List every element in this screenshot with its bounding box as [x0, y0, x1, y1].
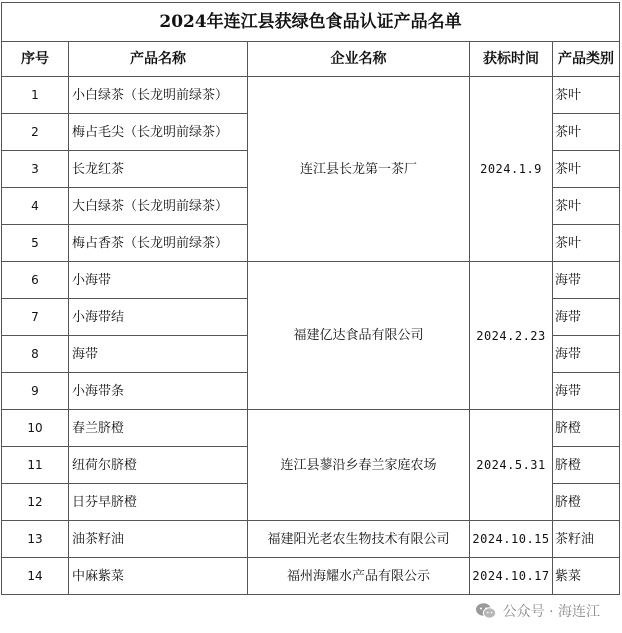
cell-type: 海带 [553, 299, 620, 336]
cell-index: 14 [2, 558, 69, 595]
cell-product: 中麻紫菜 [69, 558, 248, 595]
cell-type: 脐橙 [553, 484, 620, 521]
cell-type: 茶籽油 [553, 521, 620, 558]
cell-product: 小海带 [69, 262, 248, 299]
cell-product: 春兰脐橙 [69, 410, 248, 447]
cell-product: 日芬早脐橙 [69, 484, 248, 521]
cell-product: 小海带条 [69, 373, 248, 410]
cell-date: 2024.1.9 [470, 77, 553, 262]
cell-index: 12 [2, 484, 69, 521]
cell-type: 海带 [553, 262, 620, 299]
cell-index: 6 [2, 262, 69, 299]
cell-index: 13 [2, 521, 69, 558]
cell-product: 梅占毛尖（长龙明前绿茶） [69, 114, 248, 151]
cell-type: 茶叶 [553, 225, 620, 262]
table-title: 2024年连江县获绿色食品认证产品名单 [2, 3, 620, 42]
cell-product: 油茶籽油 [69, 521, 248, 558]
watermark-text: 公众号 · 海连江 [502, 604, 600, 620]
header-row [2, 42, 620, 77]
cell-type: 脐橙 [553, 410, 620, 447]
cell-index: 5 [2, 225, 69, 262]
cell-index: 11 [2, 447, 69, 484]
cell-type: 紫菜 [553, 558, 620, 595]
table-row [2, 77, 620, 114]
cell-product: 海带 [69, 336, 248, 373]
cell-index: 2 [2, 114, 69, 151]
cell-product: 纽荷尔脐橙 [69, 447, 248, 484]
cell-date: 2024.10.15 [470, 521, 553, 558]
cell-enterprise: 福建阳光老农生物技术有限公司 [248, 521, 470, 558]
header-date: 获标时间 [470, 42, 553, 77]
table-row [2, 558, 620, 595]
cell-type: 海带 [553, 373, 620, 410]
cell-index: 9 [2, 373, 69, 410]
cell-enterprise: 福州海耀水产品有限公示 [248, 558, 470, 595]
cell-type: 茶叶 [553, 151, 620, 188]
cell-type: 茶叶 [553, 188, 620, 225]
cell-product: 小海带结 [69, 299, 248, 336]
cell-index: 4 [2, 188, 69, 225]
cell-type: 茶叶 [553, 77, 620, 114]
cell-index: 8 [2, 336, 69, 373]
product-table [1, 2, 620, 595]
table-row [2, 521, 620, 558]
cell-index: 1 [2, 77, 69, 114]
cell-enterprise: 连江县蓼沿乡春兰家庭农场 [248, 410, 470, 521]
cell-index: 7 [2, 299, 69, 336]
cell-date: 2024.10.17 [470, 558, 553, 595]
cell-index: 10 [2, 410, 69, 447]
cell-enterprise: 连江县长龙第一茶厂 [248, 77, 470, 262]
cell-type: 海带 [553, 336, 620, 373]
header-type: 产品类别 [553, 42, 620, 77]
header-product: 产品名称 [69, 42, 248, 77]
cell-type: 茶叶 [553, 114, 620, 151]
table-row [2, 262, 620, 299]
cell-type: 脐橙 [553, 447, 620, 484]
header-index: 序号 [2, 42, 69, 77]
cell-date: 2024.5.31 [470, 410, 553, 521]
cell-enterprise: 福建亿达食品有限公司 [248, 262, 470, 410]
table-row [2, 410, 620, 447]
cell-product: 梅占香茶（长龙明前绿茶） [69, 225, 248, 262]
wechat-icon [475, 602, 497, 620]
cell-product: 大白绿茶（长龙明前绿茶） [69, 188, 248, 225]
cell-product: 长龙红茶 [69, 151, 248, 188]
header-enterprise: 企业名称 [248, 42, 470, 77]
cell-date: 2024.2.23 [470, 262, 553, 410]
watermark [475, 601, 600, 621]
cell-index: 3 [2, 151, 69, 188]
table-body [2, 77, 620, 595]
cell-product: 小白绿茶（长龙明前绿茶） [69, 77, 248, 114]
